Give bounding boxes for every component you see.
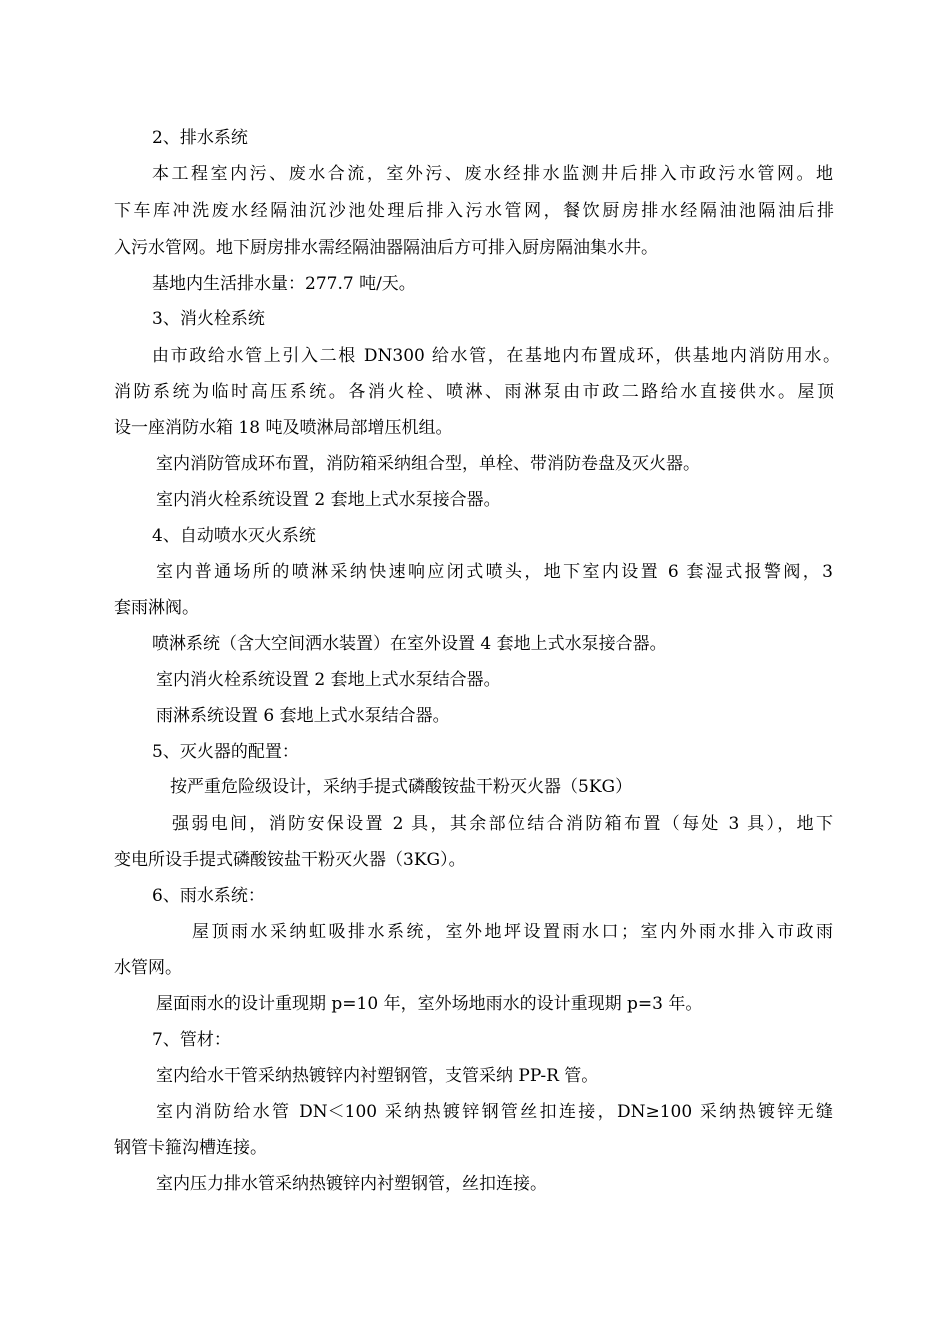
paragraph-line: 强弱电间，消防安保设置 2 具，其余部位结合消防箱布置（每处 3 具），地下 [172, 814, 833, 834]
paragraph-line: 雨淋系统设置 6 套地上式水泵结合器。 [156, 706, 450, 726]
paragraph-line: 按严重危险级设计，采纳手提式磷酸铵盐干粉灭火器（5KG） [170, 777, 633, 797]
paragraph-line: 室内消火栓系统设置 2 套地上式水泵接合器。 [156, 490, 501, 510]
paragraph-line: 屋面雨水的设计重现期 p=10 年，室外场地雨水的设计重现期 p=3 年。 [156, 994, 703, 1014]
paragraph-line: 基地内生活排水量：277.7 吨/天。 [152, 274, 416, 294]
paragraph-line: 入污水管网。地下厨房排水需经隔油器隔油后方可排入厨房隔油集水井。 [114, 238, 658, 258]
paragraph-line: 消防系统为临时高压系统。各消火栓、喷淋、雨淋泵由市政二路给水直接供水。屋顶 [114, 382, 834, 402]
paragraph-line: 钢管卡箍沟槽连接。 [114, 1138, 267, 1158]
section-heading: 4、自动喷水灭火系统 [152, 526, 316, 546]
paragraph-line: 室内消防管成环布置，消防箱采纳组合型，单栓、带消防卷盘及灭火器。 [156, 454, 700, 474]
paragraph-line: 室内消防给水管 DN＜100 采纳热镀锌钢管丝扣连接，DN≥100 采纳热镀锌无缝 [156, 1102, 833, 1122]
paragraph-line: 室内给水干管采纳热镀锌内衬塑钢管，支管采纳 PP-R 管。 [156, 1066, 599, 1086]
paragraph-line: 由市政给水管上引入二根 DN300 给水管，在基地内布置成环，供基地内消防用水。 [152, 346, 840, 366]
section-heading: 2、排水系统 [152, 128, 248, 148]
section-heading: 5、灭火器的配置： [152, 742, 299, 762]
paragraph-line: 下车库冲洗废水经隔油沉沙池处理后排入污水管网，餐饮厨房排水经隔油池隔油后排 [114, 201, 834, 221]
paragraph-line: 设一座消防水箱 18 吨及喷淋局部增压机组。 [114, 418, 453, 438]
paragraph-line: 水管网。 [114, 958, 182, 978]
paragraph-line: 室内压力排水管采纳热镀锌内衬塑钢管，丝扣连接。 [156, 1174, 547, 1194]
paragraph-line: 套雨淋阀。 [114, 598, 199, 618]
section-heading: 3、消火栓系统 [152, 309, 265, 329]
paragraph-line: 本工程室内污、废水合流，室外污、废水经排水监测井后排入市政污水管网。地 [152, 164, 833, 184]
paragraph-line: 室内消火栓系统设置 2 套地上式水泵结合器。 [156, 670, 501, 690]
section-heading: 6、雨水系统： [152, 886, 265, 906]
paragraph-line: 变电所设手提式磷酸铵盐干粉灭火器（3KG）。 [114, 850, 466, 870]
paragraph-line: 喷淋系统（含大空间洒水装置）在室外设置 4 套地上式水泵接合器。 [152, 634, 667, 654]
paragraph-line: 室内普通场所的喷淋采纳快速响应闭式喷头，地下室内设置 6 套湿式报警阀，3 [156, 562, 833, 582]
paragraph-line: 屋顶雨水采纳虹吸排水系统，室外地坪设置雨水口；室内外雨水排入市政雨 [192, 922, 833, 942]
section-heading: 7、管材： [152, 1030, 231, 1050]
